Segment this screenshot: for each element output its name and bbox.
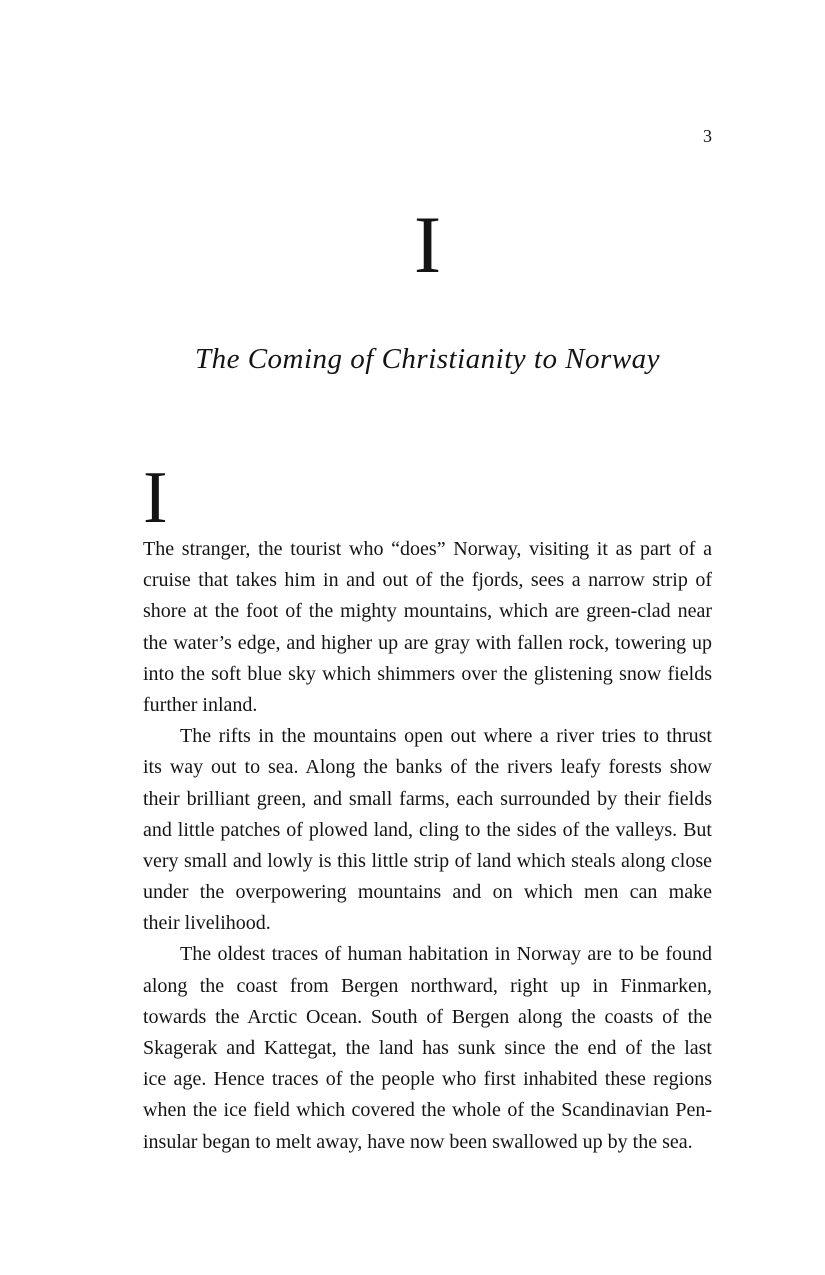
chapter-title: The Coming of Christianity to Norway xyxy=(194,343,661,375)
body-line: insular began to melt away, have now been swallowed up by the sea. xyxy=(143,1130,693,1153)
body-line: very small and lowly is this little strip of land which steals along close xyxy=(143,849,712,872)
body-line: their livelihood. xyxy=(143,912,271,935)
body-line: into the soft blue sky which shimmers over the glistening snow fields xyxy=(143,662,712,685)
section-numeral: I xyxy=(143,457,168,539)
body-line: The rifts in the mountains open out where a river tries to thrust xyxy=(180,725,712,748)
body-line: along the coast from Bergen northward, right up in Finmarken, xyxy=(143,974,712,997)
body-line: and little patches of plowed land, cling to the sides of the valleys. But xyxy=(143,818,712,841)
body-line: cruise that takes him in and out of the fjords, sees a narrow strip of xyxy=(143,569,712,592)
body-line: Skagerak and Kattegat, the land has sunk since the end of the last xyxy=(143,1037,712,1059)
body-line: the water’s edge, and higher up are gray with fallen rock, towering up xyxy=(143,631,712,654)
page-number: 3 xyxy=(703,126,712,146)
body-line: further inland. xyxy=(143,693,258,716)
body-line: when the ice field which covered the whole of the Scandinavian Pen- xyxy=(143,1099,712,1122)
body-line: ice age. Hence traces of the people who first inhabited these regions xyxy=(143,1068,712,1091)
body-line: The stranger, the tourist who “does” Norway, visiting it as part of a xyxy=(143,538,712,560)
body-text xyxy=(143,534,712,1158)
body-line: The oldest traces of human habitation in Norway are to be found xyxy=(180,943,712,966)
body-line: under the overpowering mountains and on which men can make xyxy=(143,881,712,904)
body-line: its way out to sea. Along the banks of the rivers leafy forests show xyxy=(143,756,712,779)
body-line: their brilliant green, and small farms, each surrounded by their fields xyxy=(143,787,712,810)
chapter-numeral: I xyxy=(413,199,442,290)
body-line: towards the Arctic Ocean. South of Bergen along the coasts of the xyxy=(143,1005,712,1028)
body-line: shore at the foot of the mighty mountains, which are green-clad near xyxy=(143,600,712,623)
